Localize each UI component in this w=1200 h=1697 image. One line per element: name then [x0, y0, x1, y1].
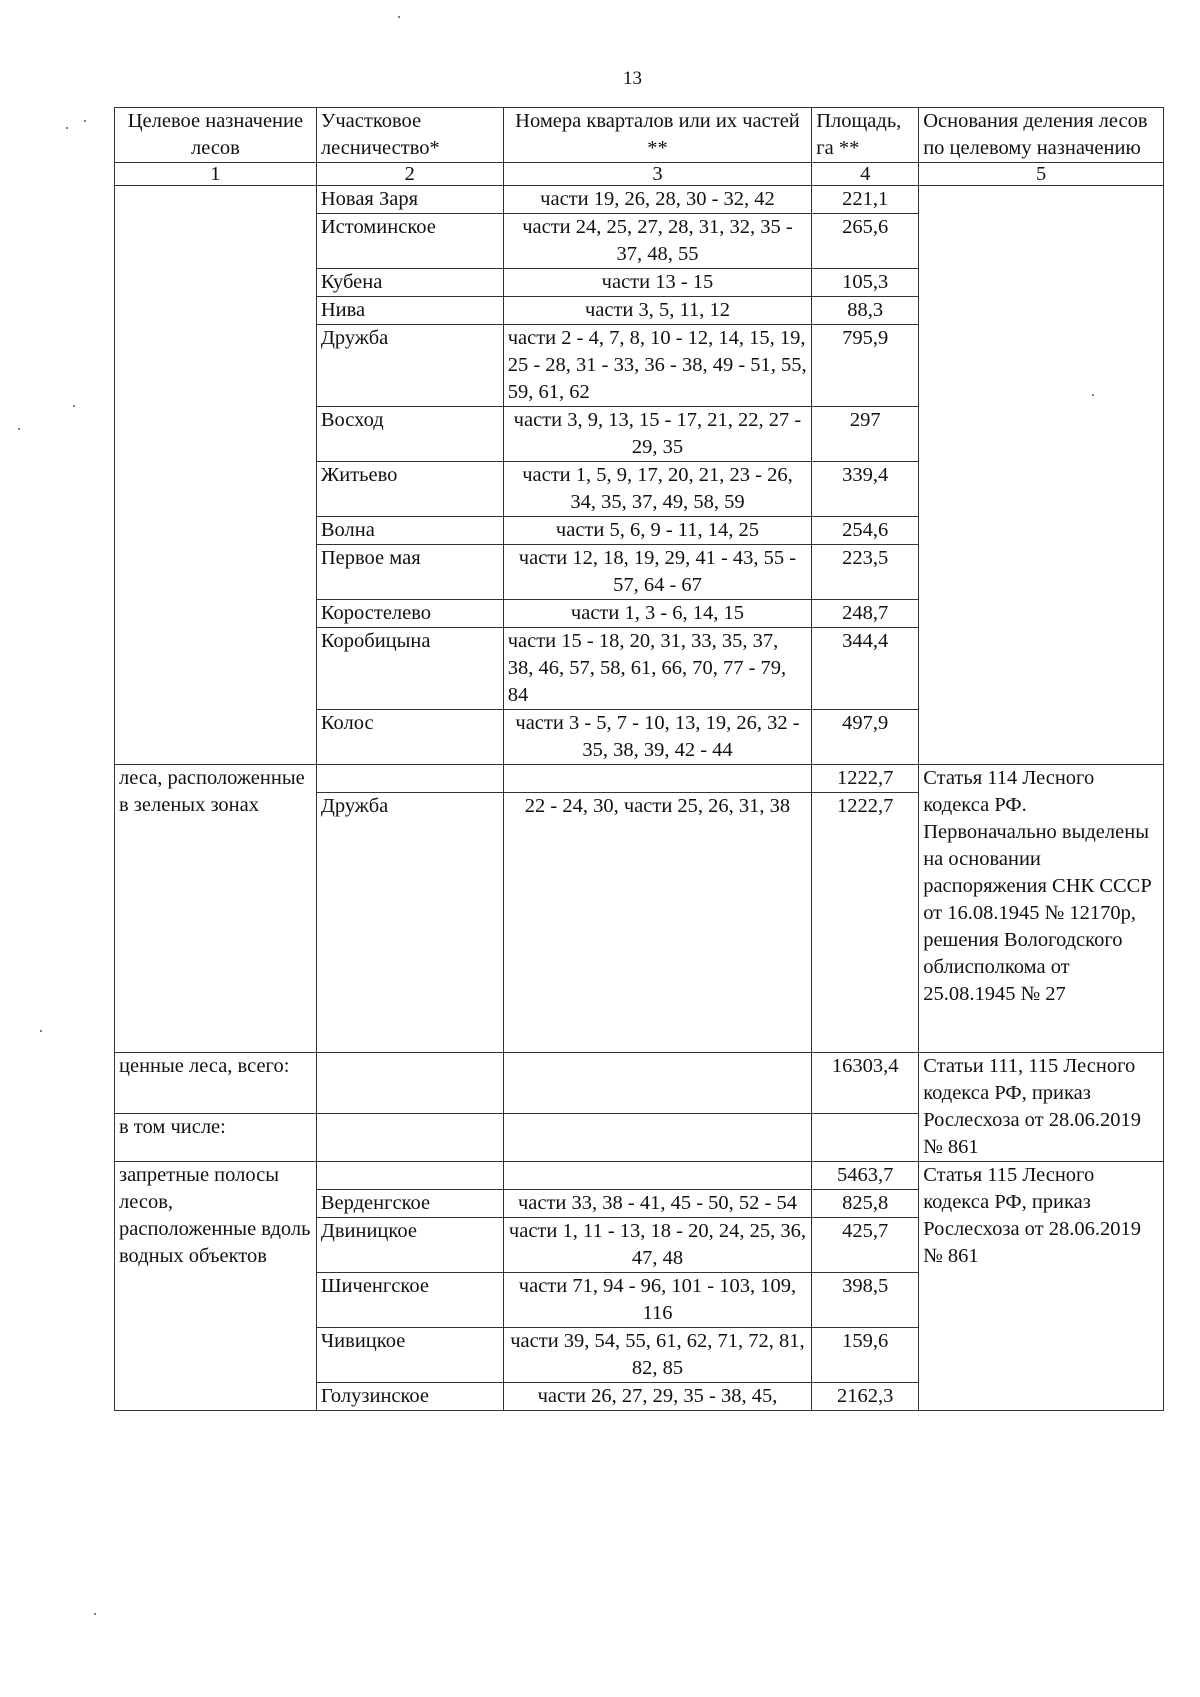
table-row	[115, 186, 1164, 214]
table-row	[115, 1053, 1164, 1114]
quarters-cell: части 15 - 18, 20, 31, 33, 35, 37, 38, 46, 57, 58, 61, 66, 70, 77 - 79, 84	[503, 628, 812, 710]
forestry-cell-empty	[316, 765, 503, 793]
quarters-cell: части 71, 94 - 96, 101 - 103, 109, 116	[503, 1273, 812, 1328]
table-row	[115, 1162, 1164, 1190]
quarters-cell: части 5, 6, 9 - 11, 14, 25	[503, 517, 812, 545]
forestry-cell: Нива	[316, 297, 503, 325]
purpose-cell-empty	[115, 186, 317, 765]
area-cell: 223,5	[812, 545, 919, 600]
header-row	[115, 108, 1164, 163]
forestry-cell-empty	[316, 1162, 503, 1190]
area-cell-empty	[812, 1114, 919, 1162]
quarters-cell: части 3, 5, 11, 12	[503, 297, 812, 325]
scan-speck	[18, 428, 20, 430]
forestry-cell: Верденгское	[316, 1190, 503, 1218]
scan-speck	[398, 16, 400, 18]
scan-speck	[84, 120, 86, 122]
area-cell: 425,7	[812, 1218, 919, 1273]
forestry-cell: Двиницкое	[316, 1218, 503, 1273]
forestry-cell: Житьево	[316, 462, 503, 517]
area-cell: 339,4	[812, 462, 919, 517]
area-cell: 221,1	[812, 186, 919, 214]
area-cell: 497,9	[812, 710, 919, 765]
forestry-cell: Новая Заря	[316, 186, 503, 214]
quarters-cell: части 3 - 5, 7 - 10, 13, 19, 26, 32 - 35, 38, 39, 42 - 44	[503, 710, 812, 765]
forestry-cell: Дружба	[316, 325, 503, 407]
area-total-cell: 16303,4	[812, 1053, 919, 1114]
quarters-cell-empty	[503, 1162, 812, 1190]
forestry-cell: Колос	[316, 710, 503, 765]
quarters-cell: части 24, 25, 27, 28, 31, 32, 35 - 37, 48, 55	[503, 214, 812, 269]
purpose-cell: ценные леса, всего:	[115, 1053, 317, 1114]
forestry-cell: Шиченгское	[316, 1273, 503, 1328]
quarters-cell-empty	[503, 1114, 812, 1162]
quarters-cell: части 26, 27, 29, 35 - 38, 45,	[503, 1383, 812, 1411]
table-row	[115, 765, 1164, 793]
area-cell: 159,6	[812, 1328, 919, 1383]
basis-cell: Статья 114 Лесного кодекса РФ. Первоначально выделены на основании распоряжения СНК СССР от 16.08.1945 № 12170р, решения Вологодского облисполкома от 25.08.1945 № 27	[919, 765, 1164, 1053]
forestry-cell: Коростелево	[316, 600, 503, 628]
quarters-cell: части 33, 38 - 41, 45 - 50, 52 - 54	[503, 1190, 812, 1218]
forestry-cell: Кубена	[316, 269, 503, 297]
header-forestry: Участковое лесничество*	[316, 108, 503, 163]
quarters-cell: части 19, 26, 28, 30 - 32, 42	[503, 186, 812, 214]
area-cell: 265,6	[812, 214, 919, 269]
header-basis: Основания деления лесов по целевому назначению	[919, 108, 1164, 163]
basis-cell-empty	[919, 186, 1164, 765]
forestry-cell: Первое мая	[316, 545, 503, 600]
page-number: 13	[623, 68, 642, 89]
scan-speck	[40, 1030, 42, 1032]
column-number-2: 2	[316, 163, 503, 186]
purpose-cell: леса, расположенные в зеленых зонах	[115, 765, 317, 1053]
scan-speck	[1092, 394, 1094, 396]
quarters-cell: части 39, 54, 55, 61, 62, 71, 72, 81, 82, 85	[503, 1328, 812, 1383]
header-quarters: Номера кварталов или их частей **	[503, 108, 812, 163]
quarters-cell-empty	[503, 765, 812, 793]
quarters-cell: части 2 - 4, 7, 8, 10 - 12, 14, 15, 19, 25 - 28, 31 - 33, 36 - 38, 49 - 51, 55, 59, 61, 62	[503, 325, 812, 407]
area-cell: 248,7	[812, 600, 919, 628]
column-number-5: 5	[919, 163, 1164, 186]
area-cell: 398,5	[812, 1273, 919, 1328]
area-cell: 1222,7	[812, 793, 919, 1053]
forestry-cell: Дружба	[316, 793, 503, 1053]
forestry-cell: Истоминское	[316, 214, 503, 269]
purpose-cell: запретные полосы лесов, расположенные вдоль водных объектов	[115, 1162, 317, 1411]
scan-speck	[66, 127, 68, 129]
quarters-cell: части 1, 5, 9, 17, 20, 21, 23 - 26, 34, 35, 37, 49, 58, 59	[503, 462, 812, 517]
purpose-cell: в том числе:	[115, 1114, 317, 1162]
column-number-row	[115, 163, 1164, 186]
area-cell: 795,9	[812, 325, 919, 407]
basis-cell: Статья 115 Лесного кодекса РФ, приказ Рослесхоза от 28.06.2019 № 861	[919, 1162, 1164, 1411]
quarters-cell-empty	[503, 1053, 812, 1114]
quarters-cell: части 3, 9, 13, 15 - 17, 21, 22, 27 - 29, 35	[503, 407, 812, 462]
scan-speck	[94, 1613, 96, 1615]
forestry-cell-empty	[316, 1053, 503, 1114]
column-number-3: 3	[503, 163, 812, 186]
forestry-cell: Коробицына	[316, 628, 503, 710]
forest-purpose-table	[114, 107, 1164, 1411]
quarters-cell: 22 - 24, 30, части 25, 26, 31, 38	[503, 793, 812, 1053]
basis-cell: Статьи 111, 115 Лесного кодекса РФ, приказ Рослесхоза от 28.06.2019 № 861	[919, 1053, 1164, 1162]
area-total-cell: 1222,7	[812, 765, 919, 793]
forestry-cell: Чивицкое	[316, 1328, 503, 1383]
area-cell: 344,4	[812, 628, 919, 710]
column-number-4: 4	[812, 163, 919, 186]
area-cell: 825,8	[812, 1190, 919, 1218]
quarters-cell: части 1, 3 - 6, 14, 15	[503, 600, 812, 628]
scan-speck	[73, 405, 75, 407]
area-cell: 254,6	[812, 517, 919, 545]
forestry-cell: Волна	[316, 517, 503, 545]
forestry-cell-empty	[316, 1114, 503, 1162]
area-cell: 297	[812, 407, 919, 462]
forestry-cell: Голузинское	[316, 1383, 503, 1411]
column-number-1: 1	[115, 163, 317, 186]
area-total-cell: 5463,7	[812, 1162, 919, 1190]
quarters-cell: части 12, 18, 19, 29, 41 - 43, 55 - 57, 64 - 67	[503, 545, 812, 600]
quarters-cell: части 13 - 15	[503, 269, 812, 297]
forestry-cell: Восход	[316, 407, 503, 462]
header-area: Площадь, га **	[812, 108, 919, 163]
area-cell: 105,3	[812, 269, 919, 297]
area-cell: 88,3	[812, 297, 919, 325]
header-purpose: Целевое назначение лесов	[115, 108, 317, 163]
quarters-cell: части 1, 11 - 13, 18 - 20, 24, 25, 36, 47, 48	[503, 1218, 812, 1273]
area-cell: 2162,3	[812, 1383, 919, 1411]
